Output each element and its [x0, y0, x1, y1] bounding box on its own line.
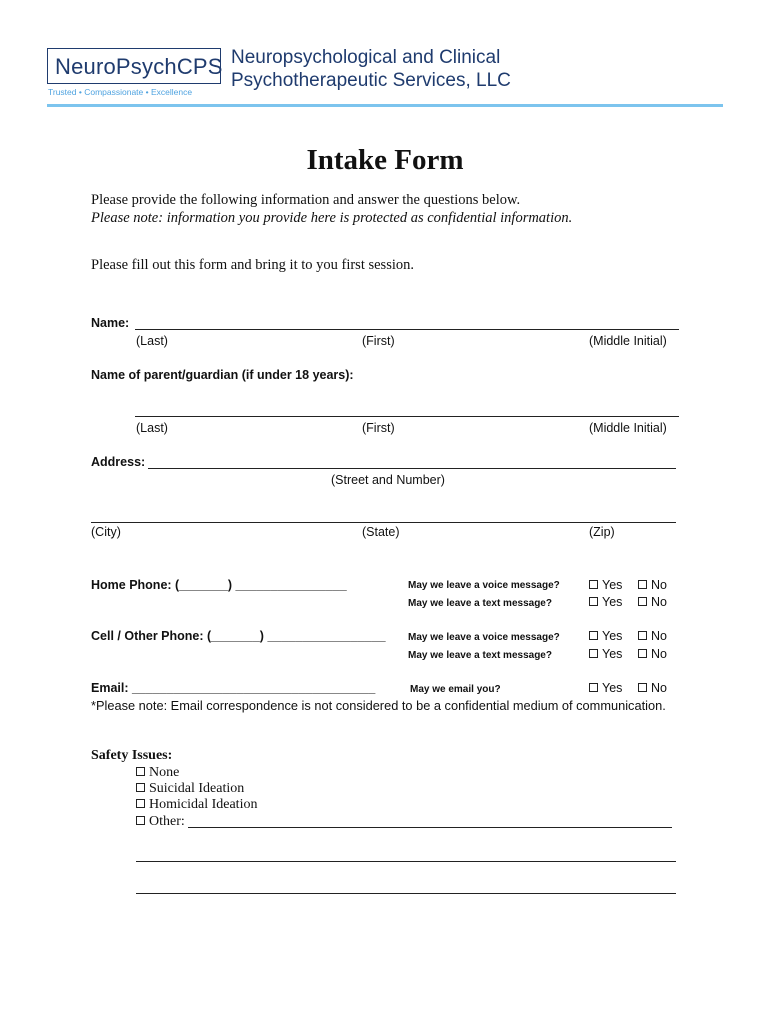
checkbox-icon	[136, 799, 145, 808]
checkbox-icon	[638, 649, 647, 658]
address-label: Address:	[91, 455, 146, 469]
name-last-caption: (Last)	[136, 334, 168, 348]
email-no[interactable]: No	[638, 681, 667, 695]
checkbox-icon	[136, 783, 145, 792]
email-yes[interactable]: Yes	[589, 681, 622, 695]
cell-text-yes[interactable]: Yes	[589, 647, 622, 661]
name-input-line[interactable]	[135, 329, 679, 330]
checkbox-icon	[136, 767, 145, 776]
guardian-first-caption: (First)	[362, 421, 395, 435]
safety-option-suicidal[interactable]: Suicidal Ideation	[136, 781, 244, 797]
guardian-middle-caption: (Middle Initial)	[589, 421, 667, 435]
cell-phone-field[interactable]: Cell / Other Phone: (_______) _________________	[91, 629, 386, 643]
home-voice-no[interactable]: No	[638, 578, 667, 592]
checkbox-icon	[589, 597, 598, 606]
home-phone-field[interactable]: Home Phone: (_______) ________________	[91, 578, 347, 592]
city-state-zip-input-line[interactable]	[91, 522, 676, 523]
street-caption: (Street and Number)	[331, 473, 445, 487]
zip-caption: (Zip)	[589, 525, 615, 539]
email-note: *Please note: Email correspondence is not considered to be a confidential medium of communication.	[91, 698, 666, 713]
checkbox-icon	[638, 683, 647, 692]
cell-voice-question: May we leave a voice message?	[408, 632, 560, 643]
email-question: May we email you?	[410, 684, 501, 695]
home-text-no[interactable]: No	[638, 595, 667, 609]
home-voice-yes[interactable]: Yes	[589, 578, 622, 592]
confidentiality-note: Please note: information you provide here is protected as confidential information.	[91, 210, 573, 226]
home-text-question: May we leave a text message?	[408, 598, 552, 609]
state-caption: (State)	[362, 525, 400, 539]
cell-voice-no[interactable]: No	[638, 629, 667, 643]
logo: NeuroPsychCPS	[55, 54, 223, 79]
intro-text: Please provide the following information and answer the questions below.	[91, 192, 521, 208]
company-name-line1: Neuropsychological and Clinical	[231, 47, 501, 68]
city-caption: (City)	[91, 525, 121, 539]
checkbox-icon	[638, 597, 647, 606]
instruction-text: Please fill out this form and bring it to you first session.	[91, 257, 415, 273]
logo-tagline: Trusted • Compassionate • Excellence	[48, 87, 193, 97]
cell-text-no[interactable]: No	[638, 647, 667, 661]
company-name-line2: Psychotherapeutic Services, LLC	[231, 70, 511, 91]
checkbox-icon	[589, 631, 598, 640]
home-voice-question: May we leave a voice message?	[408, 580, 560, 591]
street-input-line[interactable]	[148, 468, 676, 469]
checkbox-icon	[589, 580, 598, 589]
checkbox-icon	[638, 580, 647, 589]
header-divider	[47, 104, 723, 107]
cell-voice-yes[interactable]: Yes	[589, 629, 622, 643]
email-field[interactable]: Email: ___________________________________	[91, 681, 376, 695]
page-title: Intake Form	[306, 144, 464, 176]
checkbox-icon	[136, 816, 145, 825]
name-label: Name:	[91, 316, 130, 330]
home-text-yes[interactable]: Yes	[589, 595, 622, 609]
name-first-caption: (First)	[362, 334, 395, 348]
safety-extra-line[interactable]	[136, 893, 676, 894]
checkbox-icon	[589, 649, 598, 658]
safety-option-none[interactable]: None	[136, 765, 179, 781]
guardian-label: Name of parent/guardian (if under 18 years):	[91, 368, 354, 382]
guardian-input-line[interactable]	[135, 416, 679, 417]
name-middle-caption: (Middle Initial)	[589, 334, 667, 348]
checkbox-icon	[638, 631, 647, 640]
safety-heading: Safety Issues:	[91, 748, 173, 763]
guardian-last-caption: (Last)	[136, 421, 168, 435]
safety-option-homicidal[interactable]: Homicidal Ideation	[136, 797, 257, 813]
other-input-line[interactable]	[188, 827, 672, 828]
safety-option-other[interactable]: Other:	[136, 814, 185, 830]
checkbox-icon	[589, 683, 598, 692]
safety-extra-line[interactable]	[136, 861, 676, 862]
cell-text-question: May we leave a text message?	[408, 650, 552, 661]
